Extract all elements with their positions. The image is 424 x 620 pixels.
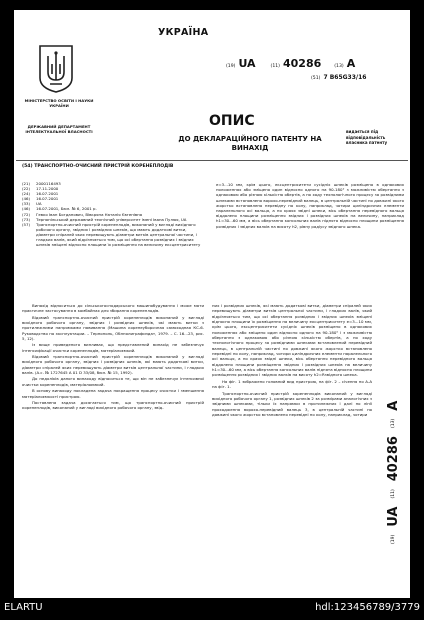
ipc-line bbox=[311, 74, 366, 81]
patent-codes-line bbox=[226, 57, 355, 70]
description-paragraph: Відомий транспортно-очисний пристрій коренеплодів виконаний у вигляді вихідного робочого органу, звідних і розвідних шнеків, які мають витки з протилежними напрямками навивання (Машина коренеуборочная самоходная КС-6. Руководство по эксплуатации. – Тернополь, Облполиграфиздат, 1979. – С. 16...23, рис. 5, 12). bbox=[22, 314, 204, 342]
country-code: UA bbox=[238, 57, 256, 70]
description-paragraph: Із вище приведеного випливає, що представлений винахід не забезпечує інтенсифікації очистки коренеплодів, матеріалоємкий. bbox=[22, 342, 204, 353]
vertical-patent-number: 40286 bbox=[385, 436, 401, 482]
biblio-code: (46) bbox=[22, 196, 30, 202]
biblio-value: Транспортно-очисний пристрій коренеплодів, виконаний у вигляді вихідного робочого органу, звідних і розвідних шнеків, що мають додаткові витки, діаметри спіралей яких перевищують діаметри витків центральної частини, і гладких валів, який відрізняється тим, що осі обертання розвідних і звідних шнеків зміщені відносно площини їх розміщення на величину ексцентриситету bbox=[36, 221, 201, 248]
biblio-value: Гевко Іван Богданович, Вівкряна Наталія Євгенівна bbox=[36, 211, 143, 217]
biblio-code: (46) bbox=[22, 206, 30, 212]
biblio-value: 16.07.2001, Бюл. № 6, 2001 р. bbox=[36, 206, 97, 212]
vertical-field-13: (13) bbox=[390, 418, 396, 429]
footer-handle: hdl:123456789/3779 bbox=[315, 602, 420, 613]
abstract-continuation: e=3...10 мм, крім цього, ексцентриситети сусідніх шнеків розміщено в однакових положеннях або зміщено один відносно одного на 90-180° з можливістю обертання з однаковою або різною кількістю обертів, а по ходу технологічного процесу за розвідними шнеками встановлено ворохо-перевідний валець, в центральній частині по довжині якого жорстко встановлено перевідну по колу, наприклад, чотири циліндричних елементи паралельного осі вальця, а по краях звідні шнеки, вісь обертання перевідного вальця віддалено площини розміщення звідних і розвідних шнеків на величину, наприклад h1=30...60 мм, а вісь обертання консольних валів піднята відносно площини розміщення розвідних і звідних валків на висоту h2, рівну радіусу звідного шнека. bbox=[216, 182, 404, 229]
biblio-value: Тернопільський державний технічний університет імені Івана Пулюя, UA bbox=[36, 216, 187, 222]
description-right-column bbox=[212, 303, 372, 418]
biblio-value: 17.11.2000 bbox=[36, 186, 59, 192]
biblio-value: UA bbox=[36, 201, 42, 207]
biblio-value: 2000116493 bbox=[36, 181, 61, 186]
biblio-code: (57) bbox=[22, 221, 30, 227]
field-13-label: (13) bbox=[334, 64, 344, 69]
invention-title: (54) ТРАНСПОРТНО-ОЧИСНИЙ ПРИСТРІЙ КОРЕНЕПЛОДІВ bbox=[22, 164, 174, 169]
biblio-code: (24) bbox=[22, 191, 30, 197]
document-subtitle: ДО ДЕКЛАРАЦІЙНОГО ПАТЕНТУ НА ВИНАХІД bbox=[178, 135, 322, 152]
biblio-code: (72) bbox=[22, 211, 30, 217]
vertical-patent-id bbox=[383, 394, 403, 544]
description-paragraph: До недоліків даного винаходу відноситься те, що він не забезпечує інтенсивної очистки коренеплодів, матеріалоємкий. bbox=[22, 376, 204, 387]
description-paragraph: них і розвідних шнеків, які мають додаткові витки, діаметри спіралей яких перевищують діаметри витків центральної частини, і гладких валів, який відрізняється тим, що осі обертання розвідних і звідних шнеків зміщені відносно площини їх розміщення на величину ексцентриситету e=3...10 мм, крім цього, ексцентриситети сусідніх шнеків розміщено в однакових положеннях або зміщено один відносно одного на 90-180° і з можливістю обертання з однаковою або різною кількістю обертів, а по ходу технологічного процесу за розвідними шнеками встановлений перевідний валець, в центральній частині по довжині якого жорстко встановлено перевідні по колу, наприклад, чотири циліндричних елементи паралельного осі вальця, а по краях звідні шнеки, вісь обертання перевідного вальця віддалено площини розміщення звідних і розвідних шнеків на величину h1=30...60 мм, а вісь обертання консольних валів піднята відносно площини розміщення розвідних і звідних валків на висоту h2=Rзвідного шнека. bbox=[212, 303, 372, 378]
biblio-code: (73) bbox=[22, 216, 30, 222]
ipc-code: 7 B65G33/16 bbox=[323, 74, 367, 81]
bibliographic-data bbox=[22, 181, 206, 247]
ministry-name: МІНІСТЕРСТВО ОСВІТИ І НАУКИ УКРАЇНИ bbox=[24, 98, 94, 108]
vertical-field-11: (11) bbox=[390, 489, 396, 499]
footer-source: ELARTU bbox=[4, 602, 43, 613]
responsibility-note: видається під відповідальність власника патенту bbox=[346, 129, 388, 145]
description-paragraph: Транспортно-очисний пристрій коренеплодів виконаний у вигляді вихідного робочого органу 1, розвідних шнеків 2 за розмірами аналогічних з звідними шнеками, тільки їх напрямки в протилежних і далі по лінії проходження ворохо-перевідний валець 3, в центральній частині по довжині якого жорстко встановлено перевідні по колу, наприклад, чотири bbox=[212, 390, 372, 417]
patent-page bbox=[14, 10, 410, 598]
vertical-field-19: (19) bbox=[390, 534, 396, 544]
header-divider bbox=[16, 160, 408, 161]
description-paragraph: На фіг. 1 зображено головний вид пристрою, на фіг. 2 – січення по А-А на фіг. 1. bbox=[212, 378, 372, 390]
vertical-kind-code: A bbox=[385, 400, 401, 411]
description-paragraph: Поставлена задача досягається тим, що транспортно-очисний пристрій коренеплодів, виконаний у вигляді вихідного робочого органу, звід- bbox=[22, 399, 204, 411]
field-19-label: (19) bbox=[226, 64, 236, 69]
kind-code: A bbox=[346, 57, 356, 70]
biblio-value: 16.07.2001 bbox=[36, 196, 59, 202]
description-paragraph: Відомий транспортно-очисний пристрій коренеплодів виконаний у вигляді вихідного робочого органу, звідних і розвідних шнеків, які мають додаткові витки, діаметри спіралей яких перевищують діаметри витків центральної частини, і гладких валів. (А.с. № 1727645 A 01 D 33/08, бюл. № 15, 1992). bbox=[22, 354, 204, 376]
biblio-code: (22) bbox=[22, 186, 30, 192]
ukraine-coat-of-arms-icon bbox=[38, 44, 74, 94]
description-left-column bbox=[22, 303, 204, 412]
field-51-label: (51) bbox=[311, 76, 321, 81]
biblio-row bbox=[22, 222, 206, 247]
description-paragraph: Винахід відноситься до сільськогосподарського машинобудування і може мати практичне застосування в комбайнах для збирання коренеплодів. bbox=[22, 303, 204, 314]
biblio-value: 16.07.2001 bbox=[36, 191, 59, 197]
department-name: ДЕРЖАВНИЙ ДЕПАРТАМЕНТ ІНТЕЛЕКТУАЛЬНОЇ ВЛАСНОСТІ bbox=[25, 124, 93, 134]
patent-number: 40286 bbox=[282, 57, 322, 70]
field-11-label: (11) bbox=[270, 64, 280, 69]
biblio-code: (33) bbox=[22, 201, 30, 207]
description-paragraph: В основу винаходу покладена задача покращення процесу очистки і зменшення матеріалоємкості пристрою. bbox=[22, 388, 204, 399]
document-title: ОПИС bbox=[209, 113, 255, 129]
country-name: УКРАЇНА bbox=[158, 27, 209, 38]
biblio-code: (21) bbox=[22, 181, 30, 186]
vertical-country-code: UA bbox=[385, 506, 401, 527]
